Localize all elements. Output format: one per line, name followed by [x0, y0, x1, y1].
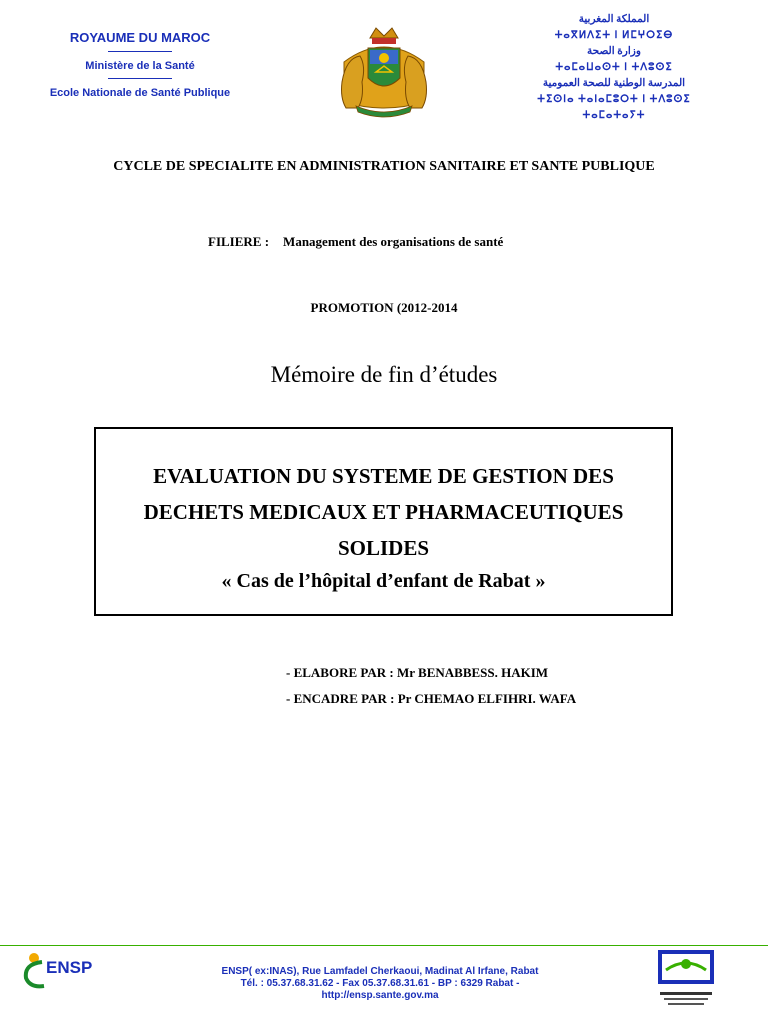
school-label: Ecole Nationale de Santé Publique	[49, 87, 231, 99]
thesis-title-line: SOLIDES	[337, 536, 430, 560]
ministry-tifinagh: ⵜⴰⵎⴰⵡⴰⵙⵜ ⵏ ⵜⴷⵓⵙⵉ	[555, 62, 673, 73]
footer-divider	[0, 945, 768, 946]
thesis-title-line: DECHETS MEDICAUX ET PHARMACEUTIQUES	[143, 500, 624, 524]
cycle-title: CYCLE DE SPECIALITE EN ADMINISTRATION SANITAIRE ET SANTE PUBLIQUE	[113, 159, 655, 174]
promotion-label: PROMOTION (2012-2014	[310, 300, 458, 315]
filiere-label: FILIERE :	[208, 234, 270, 249]
author-elabore: - ELABORE PAR : Mr BENABBESS. HAKIM	[286, 665, 549, 680]
divider	[108, 78, 172, 79]
coat-of-arms-icon	[334, 22, 434, 118]
thesis-title-box	[94, 427, 673, 616]
thesis-title	[96, 458, 671, 566]
kingdom-arabic: المملكة المغربية	[578, 14, 650, 25]
footer-address: ENSP( ex:INAS), Rue Lamfadel Cherkaoui, Madinat Al Irfane, Rabat	[221, 966, 539, 977]
kingdom-tifinagh: ⵜⴰⴳⵍⴷⵉⵜ ⵏ ⵍⵎⵖⵔⵉⴱ	[554, 30, 674, 41]
authors	[286, 660, 576, 712]
right-header	[514, 12, 714, 124]
kingdom-label: ROYAUME DU MAROC	[69, 30, 211, 45]
divider	[108, 51, 172, 52]
ministry-label: Ministère de la Santé	[85, 60, 195, 72]
thesis-subtitle: « Cas de l’hôpital d’enfant de Rabat »	[221, 570, 546, 592]
thesis-title-line: EVALUATION DU SYSTEME DE GESTION DES	[153, 464, 614, 488]
author-encadre: - ENCADRE PAR : Pr CHEMAO ELFIHRI. WAFA	[286, 691, 577, 706]
filiere-line	[208, 234, 503, 250]
footer-contact	[170, 966, 590, 1002]
ministry-arabic: وزارة الصحة	[587, 46, 641, 57]
filiere-value: Management des organisations de santé	[283, 234, 504, 249]
ensp-logo	[18, 950, 118, 1016]
footer-phone: Tél. : 05.37.68.31.62 - Fax 05.37.68.31.61 - BP : 6329 Rabat -	[240, 978, 520, 989]
ensp-logo-text: ENSP	[46, 958, 93, 977]
footer-url[interactable]: http://ensp.sante.gov.ma	[321, 990, 439, 1001]
school-tifinagh: ⵜⵉⵙⵏⴰ ⵜⴰⵏⴰⵎⵓⵔⵜ ⵏ ⵜⴷⵓⵙⵉ ⵜⴰⵎⴰⵜⴰⵢⵜ	[537, 94, 691, 121]
ministry-logo-icon	[650, 948, 722, 1014]
memoire-heading: Mémoire de fin d’études	[270, 362, 498, 387]
left-header	[20, 28, 260, 99]
school-arabic: المدرسة الوطنية للصحة العمومية	[542, 78, 686, 89]
